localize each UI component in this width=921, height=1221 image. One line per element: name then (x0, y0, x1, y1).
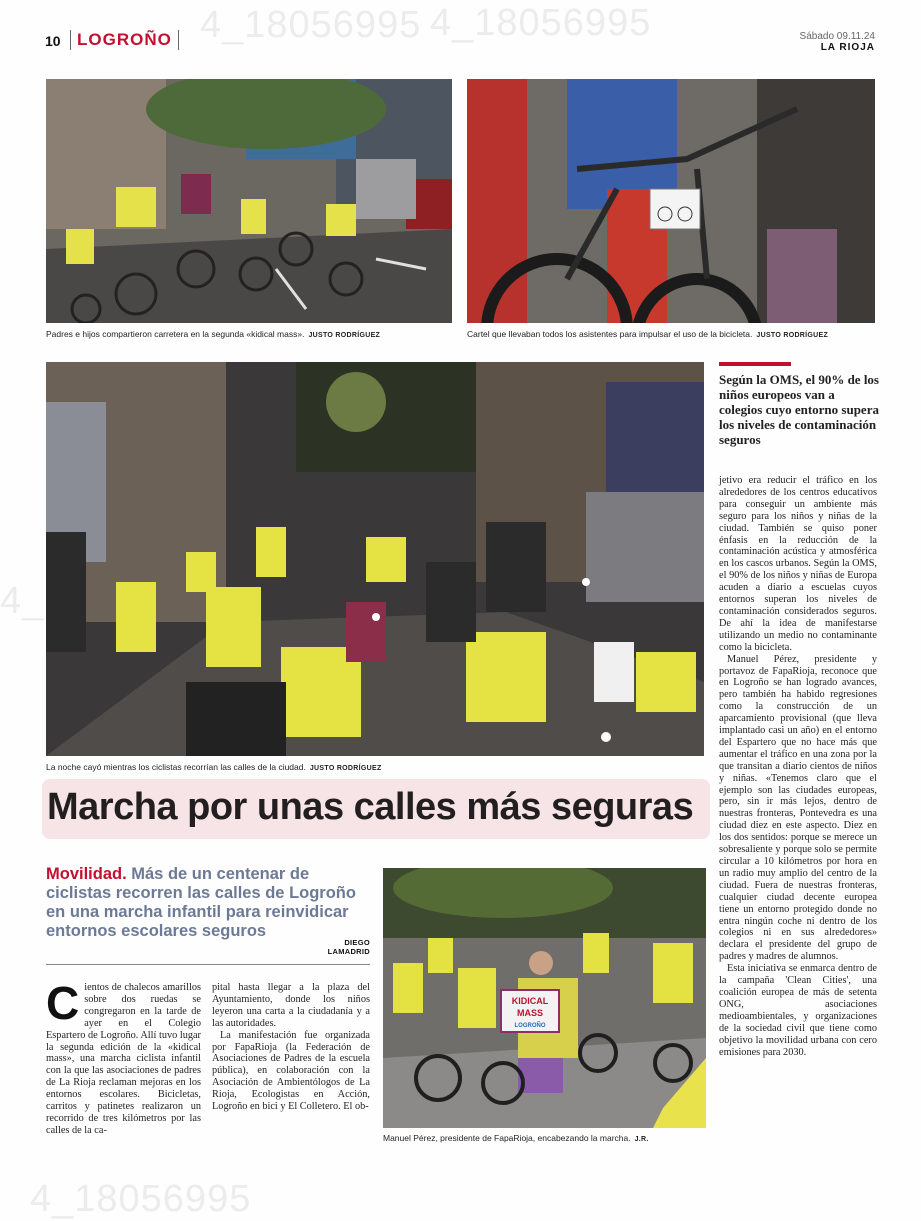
sign-text: MASS (516, 1008, 544, 1018)
photo-credit: JUSTO RODRÍGUEZ (756, 332, 829, 339)
issue-date: Sábado 09.11.24 (799, 31, 875, 42)
dropcap: C (46, 977, 80, 1029)
photo-caption: Manuel Pérez, presidente de FapaRioja, encabezando la marcha. J.R. (383, 1133, 649, 1143)
photo-caption: Padres e hijos compartieron carretera en la segunda «kidical mass». JUSTO RODRÍGUEZ (46, 329, 381, 339)
body-column-2: pital hasta llegar a la plaza del Ayuntamiento, donde los niños leyeron una carta a la ciudadanía y a las autoridades. La manifestación fue organizada por FapaRioja (la Federación de Asociaciones de Padres de la escuela pública), en colaboración con la Asociación de Ambientólogos de La Rioja, Ecologistas en Acción, Logroño en bici y El Colletero. El ob- (212, 982, 370, 1113)
body-column-1: Cientos de chalecos amarillos sobre dos ruedas se congregaron en la tarde de ayer en el Colegio Espartero de Logroño. Allí tuvo lugar la segunda edición de la «kidical mass», una marcha ciclista infantil con la que las asociaciones de padres de La Rioja reclaman mejoras en los entornos escolares. Bicicletas, carritos y patinetes realizaron un recorrido de tres kilómetros por las calles de la ca- (46, 977, 201, 1136)
section-title: LOGROÑO (70, 30, 179, 50)
photo-credit: JUSTO RODRÍGUEZ (309, 765, 382, 772)
body-column-3: jetivo era reducir el tráfico en los alrededores de los centros educativos para conseguir un ambiente más seguro para los niños y niñas de la ciudad. También se quiso poner énfasis en la reducción de la contaminación acústica y atmosférica en los cascos urbanos. Según la OMS, el 90% de los niños y niñas de Europa acuden a diario a escuelas cuyos entornos superan los niveles de contaminación considerados seguros. De ahí la idea de manifestarse utilizando un medio no contaminante como la bicicleta. Manuel Pérez, presidente y portavoz de FapaRioja, reconoce que en Logroño se han logrado avances, pero también ha habido regresiones como la construcción de un aparcamiento provisional (que lleva implantado casi un año) en el entorno del Espartero que no hace más que aumentar el tráfico en una zona por la que transitan a diario cientos de niños y niñas. «Tenemos claro que el ejemplo son las ciudades europeas, pero, sin ir más lejos, dentro de nuestras fronteras, Pontevedra es una ciudad diez en este aspecto. Diez en los dos sentidos: porque se merece un sobresaliente y porque solo se permite circular a 10 kilómetros por hora en un radio muy amplio del centro de la ciudad. Fuera de nuestras fronteras, cualquier ciudad decente europea tiene un entorno protegido donde no entra ningún coche ni dentro de los colegios ni en sus alrededores» declara el presidente del grupo de padres y madres de alumnos. Esta iniciativa se enmarca dentro de la campaña 'Clean Cities', una coalición europea de más de setenta ONG, asociaciones medioambientales, y organizaciones de la sociedad civil que tiene como objetivo la movilidad urbana con cero emisiones para 2030. (719, 475, 877, 1058)
watermark: 4_18056995 (430, 2, 652, 44)
photo-night-march (46, 362, 704, 756)
pullquote-accent-bar (719, 362, 791, 366)
watermark: 4_18056995 (30, 1178, 252, 1220)
photo-credit: JUSTO RODRÍGUEZ (308, 332, 381, 339)
sign-text: KIDICAL (511, 996, 549, 1006)
photo-bike-sign (467, 79, 875, 323)
photo-march-leader (383, 868, 706, 1128)
headline: Marcha por unas calles más seguras (47, 786, 694, 828)
watermark: 4_18056995 (200, 4, 422, 46)
deck (46, 865, 376, 941)
newspaper-name: LA RIOJA (820, 42, 875, 53)
watermark: 4_ (0, 580, 45, 622)
photo-credit: J.R. (634, 1136, 649, 1143)
divider (46, 964, 370, 965)
sign-text: LOGROÑO (514, 1023, 546, 1029)
deck-kicker: Movilidad. (46, 865, 127, 883)
photo-caption: Cartel que llevaban todos los asistentes para impulsar el uso de la bicicleta. JUSTO RODRÍGUEZ (467, 329, 829, 339)
deck-text: Más de un centenar de ciclistas recorren las calles de Logroño en una marcha infantil para reinvidicar entornos escolares seguros (46, 865, 356, 940)
photo-caption: La noche cayó mientras los ciclistas recorrían las calles de la ciudad. JUSTO RODRÍGUEZ (46, 762, 382, 772)
pullquote: Según la OMS, el 90% de los niños europeos van a colegios cuyo entorno supera los niveles de contaminación seguros (719, 372, 879, 447)
photo-street-cyclists (46, 79, 452, 323)
page-number: 10 (45, 33, 61, 49)
byline: DIEGO LAMADRID (327, 938, 370, 956)
